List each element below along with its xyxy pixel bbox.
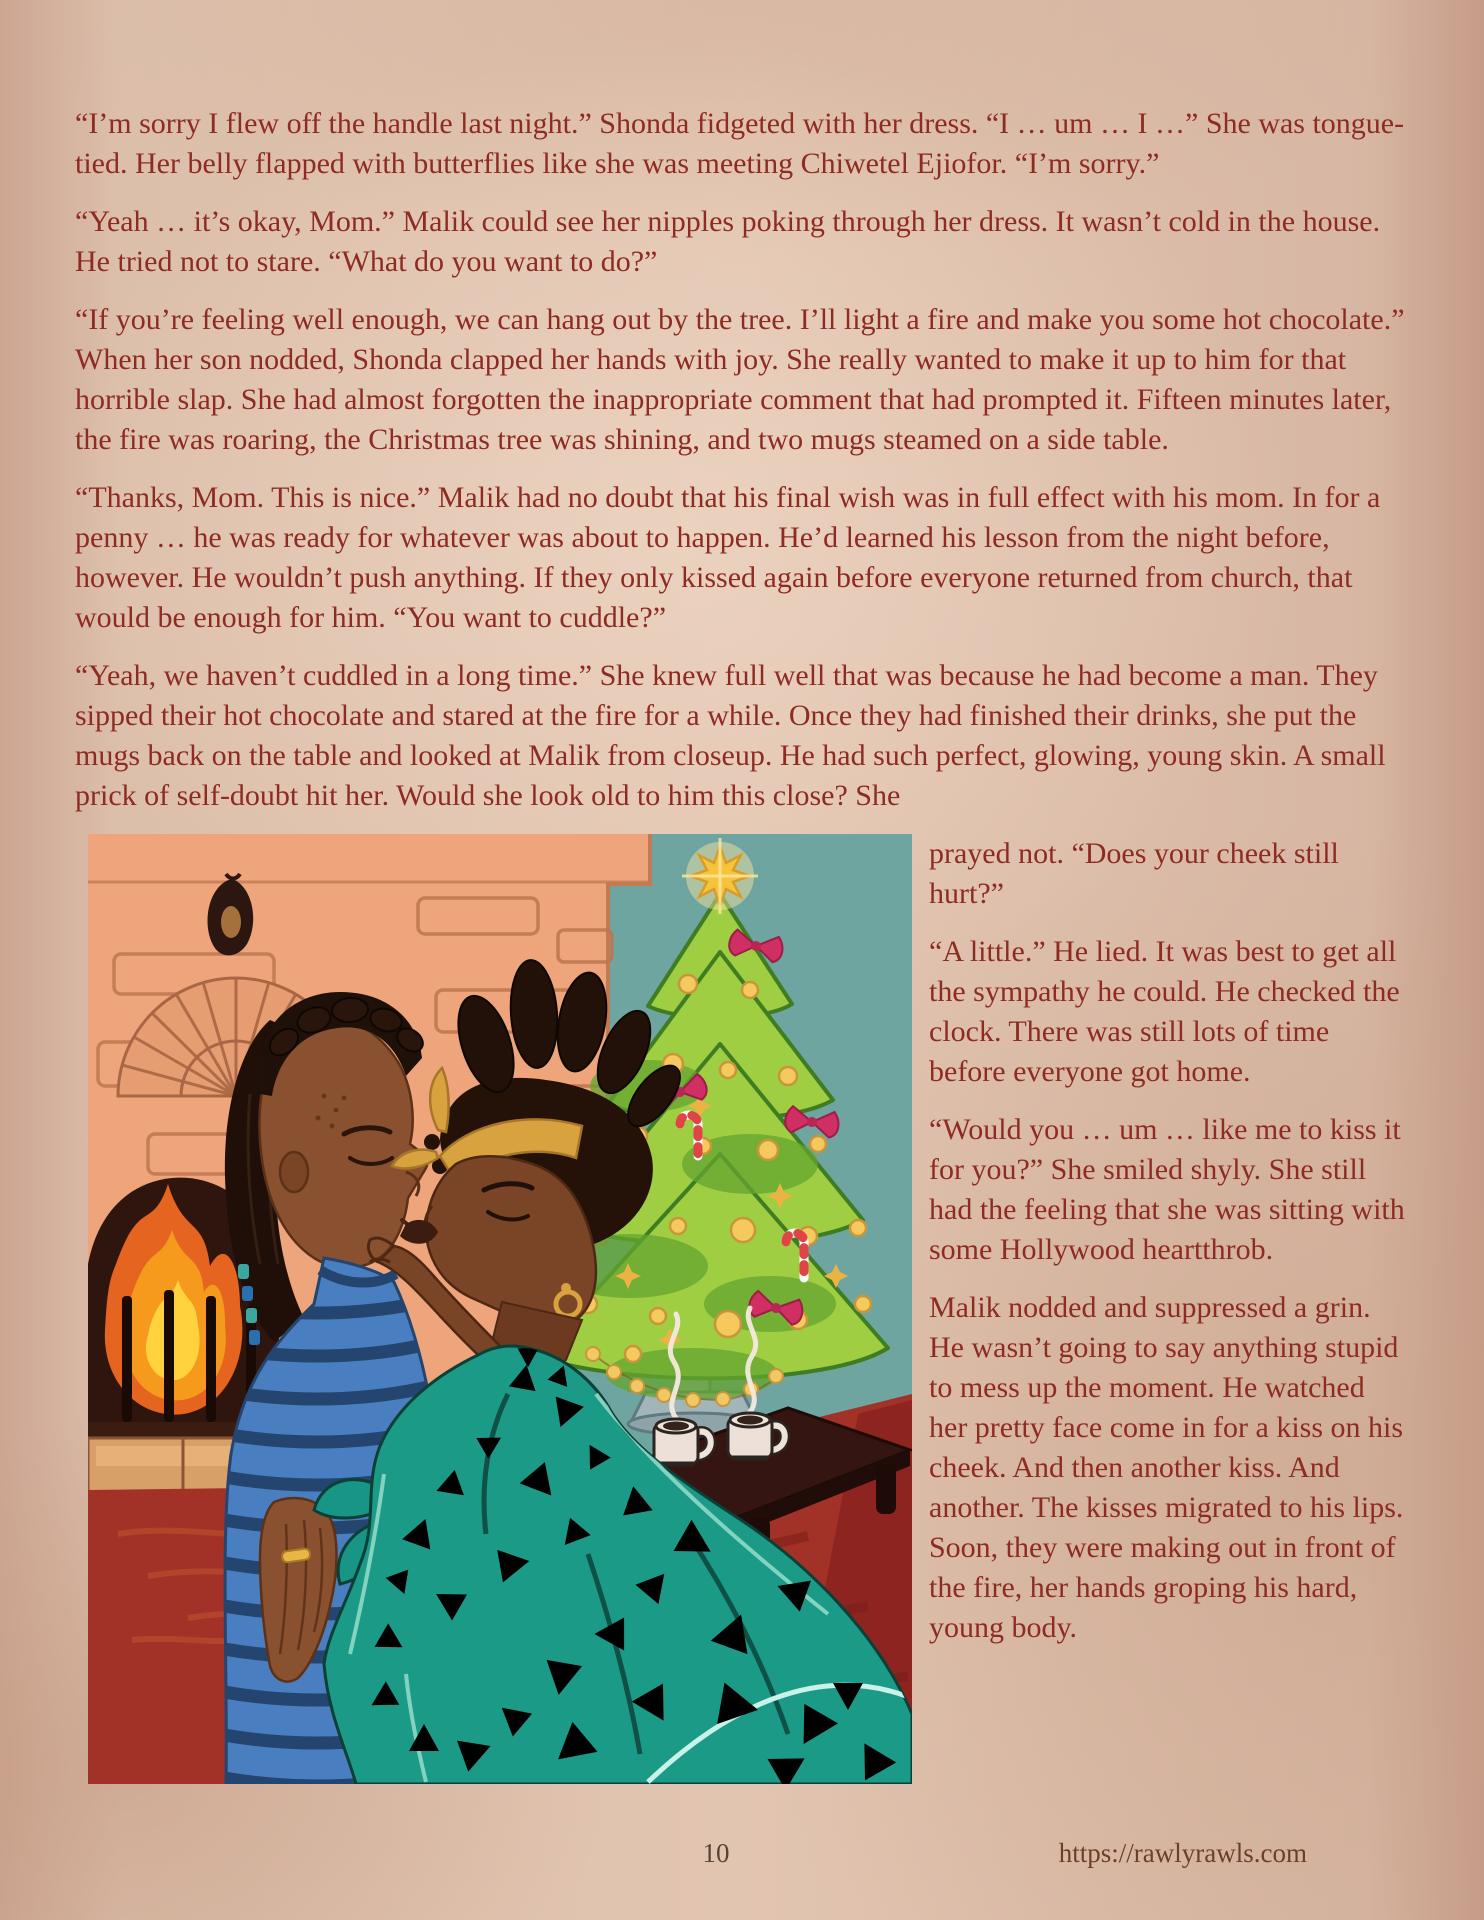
paragraph: “Would you … um … like me to kiss it for you?” She smiled shyly. She still had the feeling that she was sitting with some Hollywood heartthrob. (929, 1113, 1405, 1266)
right-text-column (929, 834, 1410, 1666)
page-text-column (75, 104, 1410, 1784)
paragraph: “Yeah, we haven’t cuddled in a long time.” She knew full well that was because he had become a man. They sipped their hot chocolate and stared at the fire for a while. Once they had finished their drinks, she put the mugs back on the table and looked at Malik from closeup. He had such perfect, glowing, young skin. A small prick of self-doubt hit her. Would she look old to him this close? She (75, 659, 1386, 812)
paragraph: “If you’re feeling well enough, we can hang out by the tree. I’ll light a fire and make you some hot chocolate.” When her son nodded, Shonda clapped her hands with joy. She really wanted to make it up to him for that horrible slap. She had almost forgotten the inappropriate comment that had prompted it. Fifteen minutes later, the fire was roaring, the Christmas tree was shining, and two mugs steamed on a side table. (75, 303, 1405, 456)
paragraph: “A little.” He lied. It was best to get all the sympathy he could. He checked the clock. There was still lots of time before everyone got home. (929, 935, 1400, 1088)
paragraph: “Yeah … it’s okay, Mom.” Malik could see her nipples poking through her dress. It wasn’t cold in the house. He tried not to stare. “What do you want to do?” (75, 205, 1381, 278)
paragraph: prayed not. “Does your cheek still hurt?” (929, 837, 1339, 910)
media-row (75, 834, 1410, 1784)
story-illustration (88, 834, 912, 1784)
paragraph: Malik nodded and suppressed a grin. He wasn’t going to say anything stupid to mess up the moment. He watched her pretty face come in for a kiss on his cheek. And then another kiss. And another. The kisses migrated to his lips. Soon, they were making out in front of the fire, her hands groping his hard, young body. (929, 1291, 1404, 1644)
footer-page-number: 10 (702, 1838, 730, 1868)
paragraph: “I’m sorry I flew off the handle last night.” Shonda fidgeted with her dress. “I … um … I …” She was tongue-tied. Her belly flapped with butterflies like she was meeting Chiwetel Ejiofor. “I’m sorry.” (75, 107, 1405, 180)
footer-url: https://rawlyrawls.com (1058, 1838, 1307, 1868)
paragraph: “Thanks, Mom. This is nice.” Malik had no doubt that his final wish was in full effect with his mom. In for a penny … he was ready for whatever was about to happen. He’d learned his lesson from the night before, however. He wouldn’t push anything. If they only kissed again before everyone returned from church, that would be enough for him. “You want to cuddle?” (75, 481, 1381, 634)
